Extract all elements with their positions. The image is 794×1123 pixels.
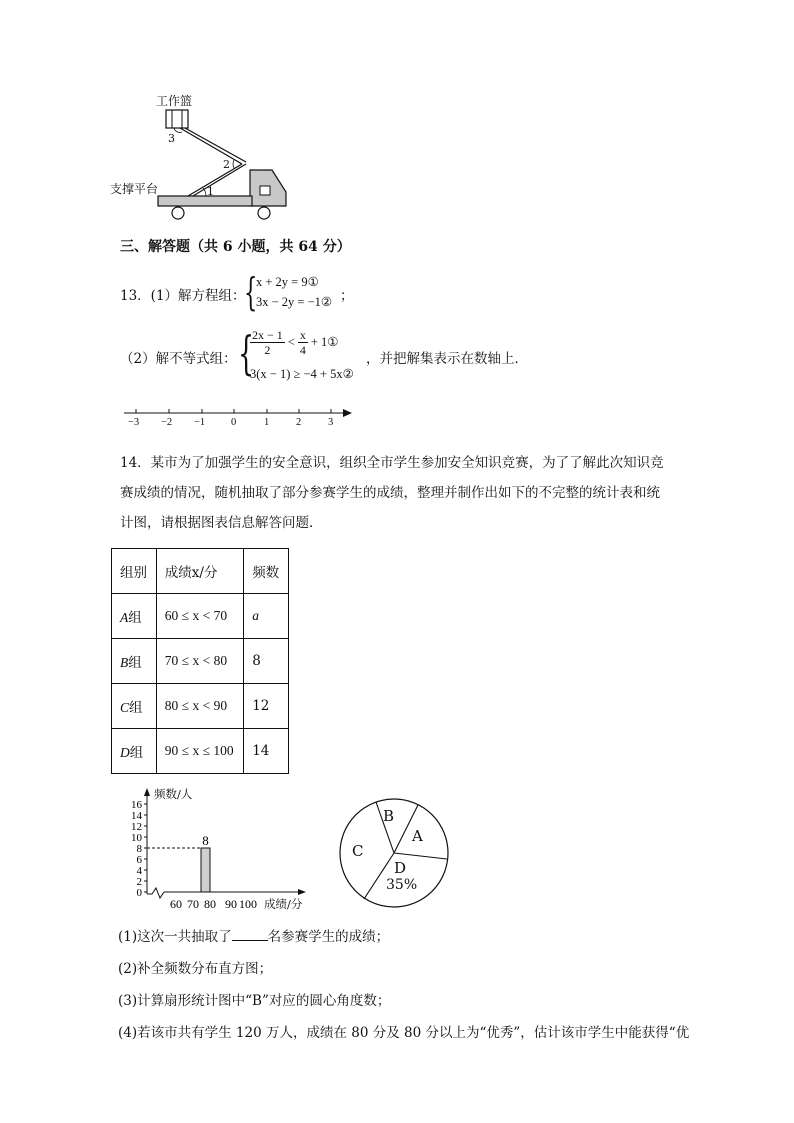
table-row [112, 729, 289, 774]
q13-eq1: x + 2y = 9① [256, 275, 319, 289]
y-tick-label: 10 [131, 832, 142, 844]
q14-sub1-text: (1)这次一共抽取了 [118, 929, 232, 945]
histogram-xlabel: 成绩/分 [264, 897, 303, 911]
ineq1-fraction-right [298, 328, 308, 357]
table-row [112, 594, 289, 639]
q14-sub2: (2)补全频数分布直方图； [118, 961, 273, 977]
tick-label: −3 [128, 417, 140, 428]
pie-slice-label-A: A [412, 827, 423, 845]
pie-slice-label-C: C [352, 842, 364, 860]
y-tick-label: 2 [136, 876, 142, 888]
q13-ineq1 [250, 328, 338, 357]
q14-line3: 计图，请根据图表信息解答问题． [120, 515, 323, 531]
q14-sub1-tail: 名参赛学生的成绩； [267, 929, 390, 945]
q13-ineq2: 3(x − 1) ≥ −4 + 5x② [250, 367, 354, 381]
system-brace-1: { [244, 270, 258, 314]
table-cell-range: 70 ≤ x < 80 [156, 639, 243, 684]
pie-chart [338, 797, 450, 909]
tick-label: 1 [264, 417, 270, 428]
q13-part2-prefix: （2）解不等式组： [120, 351, 237, 367]
histogram-ylabel: 频数/人 [154, 787, 193, 801]
platform-label: 支撑平台 [110, 182, 159, 196]
pie-slice-label-D: D [394, 859, 407, 877]
group-letter: B [120, 655, 129, 670]
x-tick-label: 90 [225, 897, 237, 911]
group-suffix: 组 [128, 655, 142, 671]
angle-2-label: 2 [223, 158, 230, 171]
number-line [124, 402, 354, 434]
table-row [112, 639, 289, 684]
table-cell-range: 60 ≤ x < 70 [156, 594, 243, 639]
table-header-cell: 频数 [244, 549, 289, 594]
table-cell-group [112, 639, 157, 684]
tick-label: −2 [161, 417, 173, 428]
q13-part1-prefix: 13．(1）解方程组： [120, 288, 246, 304]
bucket-truck-drawing [110, 88, 310, 228]
table-cell-group [112, 684, 157, 729]
ineq1-lt: < [287, 335, 295, 349]
q14-sub1 [118, 928, 389, 946]
table-cell-range: 90 ≤ x ≤ 100 [156, 729, 243, 774]
group-suffix: 组 [129, 745, 144, 761]
q14-text [120, 448, 680, 538]
tick-label: 0 [231, 417, 237, 428]
y-tick-label: 12 [131, 821, 142, 833]
table-cell-freq: 12 [244, 684, 289, 729]
q13-part1-end: ； [340, 288, 354, 304]
ineq1-num: 2x − 1 [252, 328, 283, 342]
ineq1-tail: + 1① [310, 335, 339, 349]
table-cell-freq: a [244, 594, 289, 639]
q13-eq2: 3x − 2y = −1② [256, 295, 333, 309]
q14-sub4: (4)若该市共有学生 120 万人，成绩在 80 分及 80 分以上为“优秀”，估计该市学生中能获得“优 [118, 1025, 690, 1041]
y-tick-label: 14 [131, 810, 142, 822]
ineq1-fraction-left [250, 328, 285, 357]
ineq1-num2: x [299, 328, 306, 342]
group-letter: D [120, 745, 130, 760]
tick-label: −1 [194, 417, 206, 428]
table-header-row [112, 549, 289, 594]
table-header-cell: 成绩x/分 [156, 549, 243, 594]
q14-sub3: (3)计算扇形统计图中“B”对应的圆心角度数； [118, 993, 391, 1009]
y-tick-label: 6 [136, 854, 142, 866]
y-tick-label: 8 [136, 843, 142, 855]
angle-1-label: 1 [207, 185, 214, 198]
x-tick-label: 70 [187, 897, 199, 911]
table-cell-range: 80 ≤ x < 90 [156, 684, 243, 729]
group-suffix: 组 [128, 610, 142, 626]
number-line-svg [124, 402, 354, 434]
bucket-truck-figure [110, 88, 310, 228]
y-tick-label: 4 [136, 865, 142, 877]
y-tick-label: 16 [131, 799, 142, 811]
table-cell-group [112, 729, 157, 774]
group-suffix: 组 [129, 700, 143, 716]
pie-slice-percent-D: 35% [386, 877, 418, 893]
table-cell-group [112, 594, 157, 639]
tick-label: 3 [328, 417, 334, 428]
x-tick-label: 80 [204, 897, 216, 911]
q13-part2-suffix: ，并把解集表示在数轴上． [366, 351, 528, 367]
table-header-cell: 组别 [112, 549, 157, 594]
pie-slice-label-B: B [383, 807, 395, 825]
answer-blank[interactable] [232, 928, 268, 941]
table-row [112, 684, 289, 729]
system-brace-2: { [238, 326, 255, 380]
frequency-table [111, 548, 289, 774]
histogram-bar [201, 848, 210, 892]
q14-line1: 14．某市为了加强学生的安全意识，组织全市学生参加安全知识竞赛，为了了解此次知识竞 [120, 455, 664, 471]
group-letter: C [120, 700, 130, 715]
section-heading: 三、解答题（共 6 小题，共 64 分） [120, 239, 351, 255]
histogram-chart [114, 784, 324, 916]
basket-label: 工作篮 [156, 94, 193, 108]
tick-label: 2 [296, 417, 302, 428]
ineq1-den2: 4 [299, 343, 306, 357]
x-tick-label: 60 [170, 897, 182, 911]
ineq1-den: 2 [264, 343, 271, 357]
y-tick-label: 0 [136, 887, 142, 899]
group-letter: A [120, 610, 129, 625]
x-tick-label: 100 [239, 897, 257, 911]
bar-data-label: 8 [202, 833, 209, 848]
table-cell-freq: 14 [244, 729, 289, 774]
table-cell-freq: 8 [244, 639, 289, 684]
q14-line2: 赛成绩的情况，随机抽取了部分参赛学生的成绩，整理并制作出如下的不完整的统计表和统 [120, 485, 660, 501]
angle-3-label: 3 [168, 132, 175, 145]
